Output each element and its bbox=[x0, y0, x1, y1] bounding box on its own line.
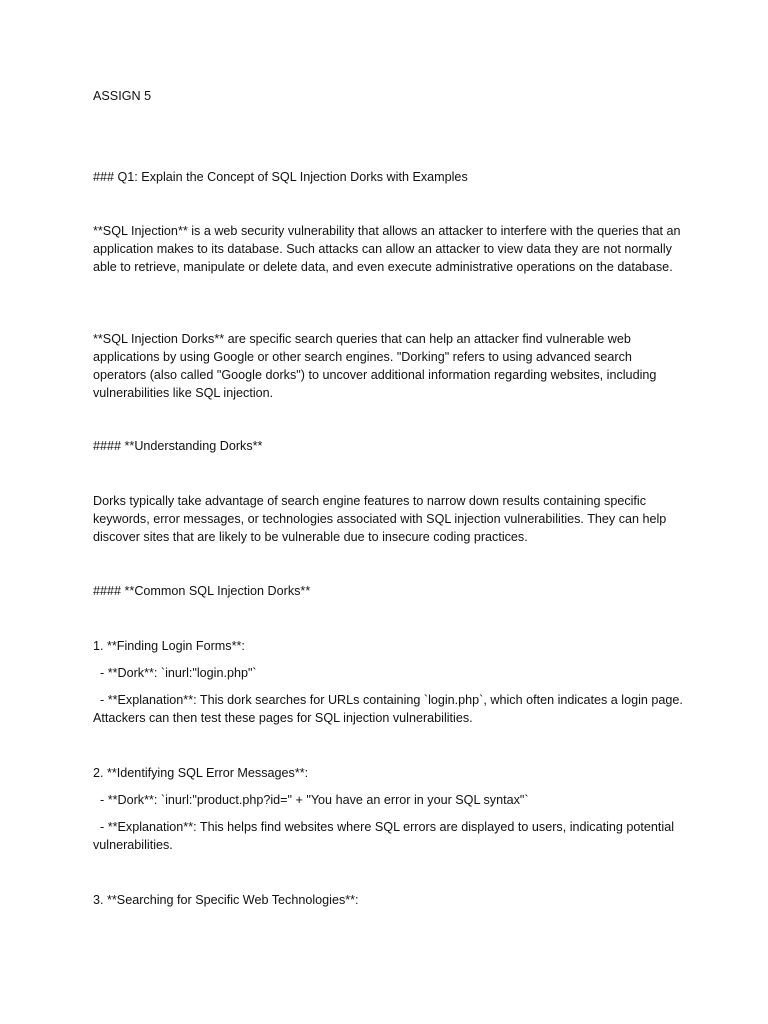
paragraph-sql-injection-dorks: **SQL Injection Dorks** are specific search queries that can help an attacker find vulnerable web applications by using Google or other search engines. "Dorking" refers to using advanced search operators (also called "Google dorks") to uncover additional information regarding websites, including vulnerabilities like SQL injection. bbox=[93, 332, 657, 400]
list-item-3-title: 3. **Searching for Specific Web Technologies**: bbox=[93, 893, 359, 907]
list-item-2-explanation: - **Explanation**: This helps find websites where SQL errors are displayed to users, indicating potential vulnerabilities. bbox=[93, 820, 678, 852]
heading-understanding-dorks: #### **Understanding Dorks** bbox=[93, 439, 263, 453]
q1-heading: ### Q1: Explain the Concept of SQL Injection Dorks with Examples bbox=[93, 170, 468, 184]
list-item-1-explanation: - **Explanation**: This dork searches for URLs containing `login.php`, which often indicates a login page. Attackers can then test these pages for SQL injection vulnerabilities. bbox=[93, 693, 686, 725]
list-item-2-dork: - **Dork**: `inurl:"product.php?id=" + "You have an error in your SQL syntax"` bbox=[93, 793, 529, 807]
paragraph-sql-injection: **SQL Injection** is a web security vulnerability that allows an attacker to interfere with the queries that an application makes to its database. Such attacks can allow an attacker to view data they are not normally able to retrieve, manipulate or delete data, and even execute administrative operations on the database. bbox=[93, 224, 681, 274]
paragraph-understanding-dorks: Dorks typically take advantage of search engine features to narrow down results containing specific keywords, error messages, or technologies associated with SQL injection vulnerabilities. They can help discover sites that are likely to be vulnerable due to insecure coding practices. bbox=[93, 494, 667, 544]
document-title: ASSIGN 5 bbox=[93, 89, 152, 103]
list-item-1-title: 1. **Finding Login Forms**: bbox=[93, 639, 245, 653]
heading-common-dorks: #### **Common SQL Injection Dorks** bbox=[93, 584, 311, 598]
list-item-1-dork: - **Dork**: `inurl:"login.php"` bbox=[93, 666, 257, 680]
list-item-2-title: 2. **Identifying SQL Error Messages**: bbox=[93, 766, 309, 780]
